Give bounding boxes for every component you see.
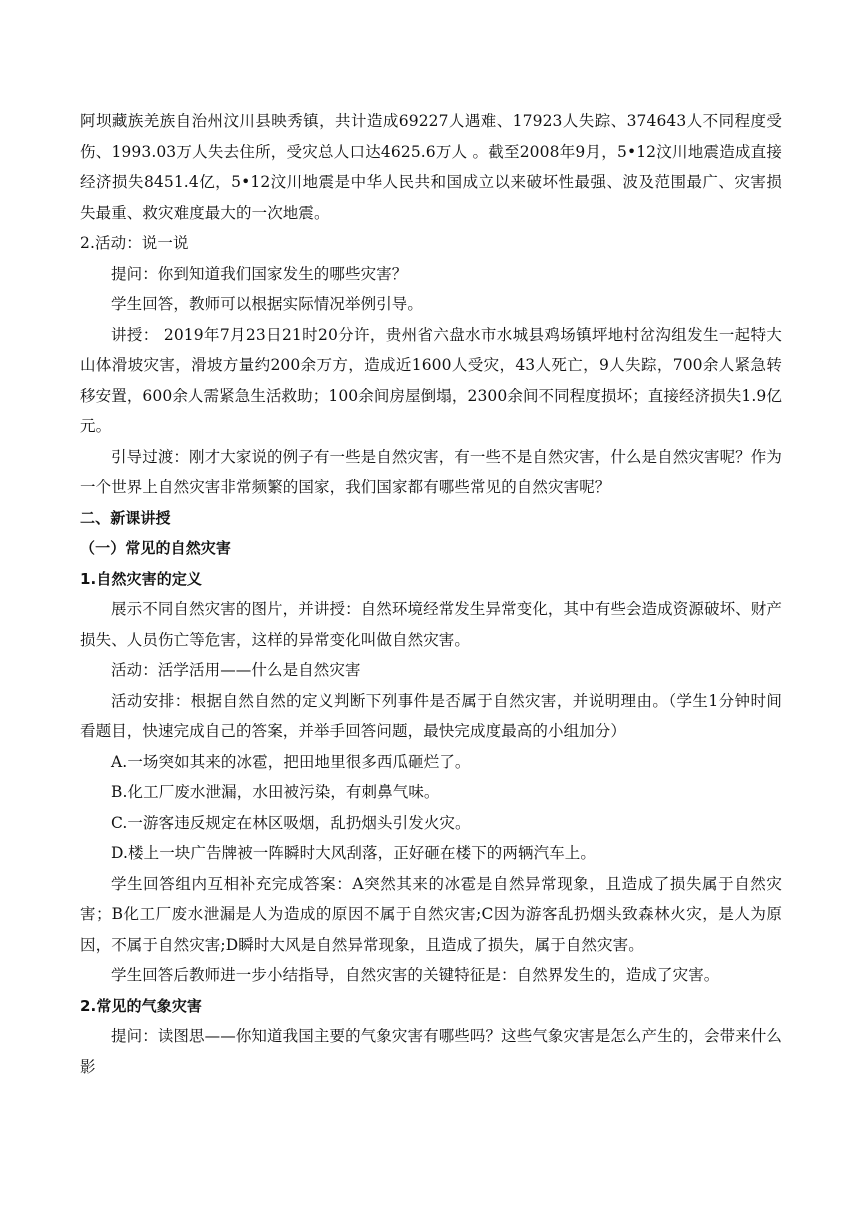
paragraph: 引导过渡：刚才大家说的例子有一些是自然灾害，有一些不是自然灾害，什么是自然灾害呢？作为一个世界上自然灾害非常频繁的国家，我们国家都有哪些常见的自然灾害呢？ bbox=[80, 447, 782, 496]
section-heading: 二、新课讲授 bbox=[80, 508, 171, 527]
section-heading: 1.自然灾害的定义 bbox=[80, 569, 203, 588]
paragraph: B.化工厂废水泄漏，水田被污染，有刺鼻气味。 bbox=[111, 783, 440, 801]
document-page bbox=[80, 0, 782, 1082]
paragraph: 活动安排：根据自然自然的定义判断下列事件是否属于自然灾害，并说明理由。（学生1分钟时间看题目，快速完成自己的答案，并举手回答问题，最快完成度最高的小组加分） bbox=[80, 691, 782, 740]
paragraph: 讲授： 2019年7月23日21时20分许，贵州省六盘水市水城县鸡场镇坪地村岔沟组发生一起特大山体滑坡灾害，滑坡方量约200余万方，造成近1600人受灾，43人死亡，9人失踪，700余人紧急转移安置，600余人需紧急生活救助；100余间房屋倒塌，2300余间不同程度损坏；直接经济损失1.9亿元。 bbox=[80, 325, 782, 435]
paragraph: 提问：你到知道我们国家发生的哪些灾害？ bbox=[111, 264, 408, 283]
section-heading: 2.常见的气象灾害 bbox=[80, 996, 203, 1015]
paragraph: C.一游客违反规定在林区吸烟，乱扔烟头引发火灾。 bbox=[111, 813, 471, 832]
activity-heading: 2.活动：说一说 bbox=[80, 234, 189, 252]
paragraph: D.楼上一块广告牌被一阵瞬时大风刮落，正好砸在楼下的两辆汽车上。 bbox=[111, 844, 597, 862]
paragraph: 活动：活学活用——什么是自然灾害 bbox=[111, 661, 361, 679]
paragraph: 学生回答组内互相补充完成答案：A突然其来的冰雹是自然异常现象，且造成了损失属于自然灾害；B化工厂废水泄漏是人为造成的原因不属于自然灾害;C因为游客乱扔烟头致森林火灾，是人为原因，不属于自然灾害;D瞬时大风是自然异常现象，且造成了损失，属于自然灾害。 bbox=[80, 874, 782, 954]
paragraph: 学生回答，教师可以根据实际情况举例引导。 bbox=[111, 295, 424, 313]
paragraph: A.一场突如其来的冰雹，把田地里很多西瓜砸烂了。 bbox=[111, 752, 471, 771]
paragraph: 学生回答后教师进一步小结指导，自然灾害的关键特征是：自然界发生的，造成了灾害。 bbox=[111, 966, 720, 984]
paragraph: 展示不同自然灾害的图片，并讲授：自然环境经常发生异常变化，其中有些会造成资源破坏、财产损失、人员伤亡等危害，这样的异常变化叫做自然灾害。 bbox=[80, 600, 782, 649]
paragraph: 提问：读图思——你知道我国主要的气象灾害有哪些吗？这些气象灾害是怎么产生的，会带来什么影 bbox=[80, 1027, 782, 1076]
paragraph: 阿坝藏族羌族自治州汶川县映秀镇，共计造成69227人遇难、17923人失踪、374643人不同程度受伤、1993.03万人失去住所，受灾总人口达4625.6万人 。截至2008年9月，5•12汶川地震造成直接经济损失8451.4亿，5•12汶川地震是中华人民共和国成立以来破坏性最强、波及范围最广、灾害损失最重、救灾难度最大的一次地震。 bbox=[80, 112, 782, 222]
section-heading: （一）常见的自然灾害 bbox=[80, 539, 232, 557]
document-body bbox=[80, 0, 782, 1082]
